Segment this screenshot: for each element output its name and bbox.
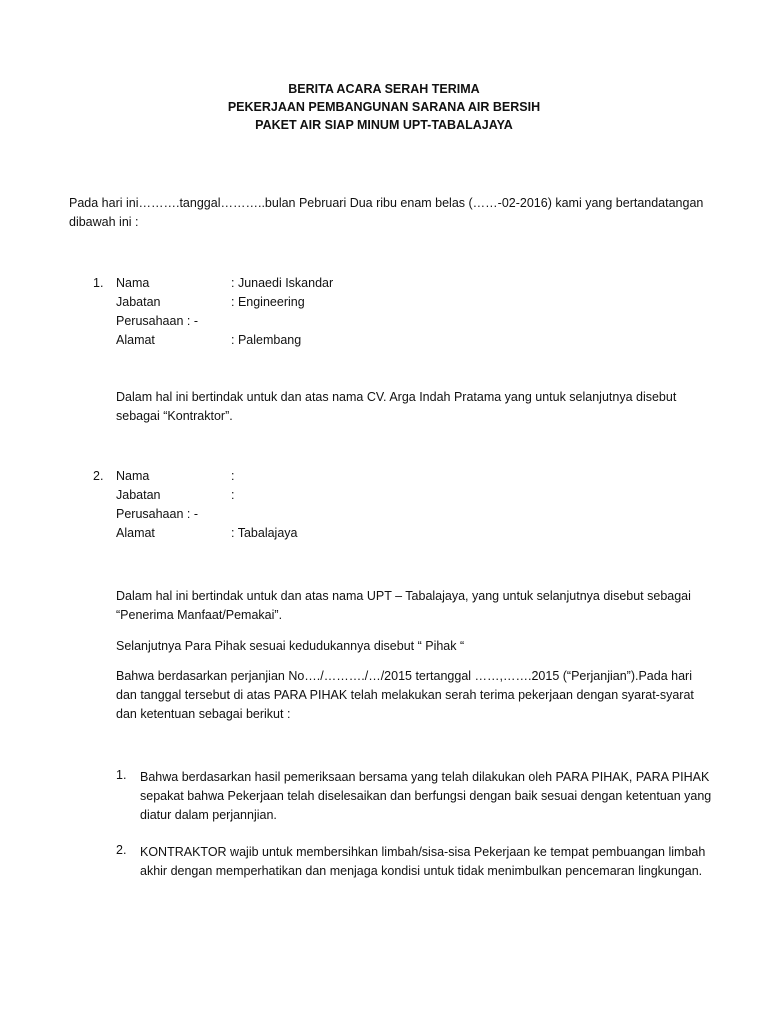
- party2-perusahaan-label: Perusahaan : -: [116, 507, 198, 521]
- party1-alamat-label: Alamat: [116, 333, 155, 347]
- term2-line-1: KONTRAKTOR wajib untuk membersihkan limbah/sisa-sisa Pekerjaan ke tempat pembuangan limbah: [140, 845, 706, 859]
- party2-name-label: Nama: [116, 469, 150, 483]
- party1-jabatan-label: Jabatan: [116, 295, 161, 309]
- party2-alamat-value: : Tabalajaya: [231, 526, 298, 540]
- term2-line-2: akhir dengan memperhatikan dan menjaga kondisi untuk tidak menimbulkan pencemaran lingkungan.: [140, 864, 703, 878]
- term1-line-2: sepakat bahwa Pekerjaan telah diselesaikan dan berfungsi dengan baik sesuai dengan ketentuan yang: [140, 789, 712, 803]
- party2-desc-line-1: Dalam hal ini bertindak untuk dan atas nama UPT – Tabalajaya, yang untuk selanjutnya disebut sebagai: [116, 589, 691, 603]
- title-line-3: PAKET AIR SIAP MINUM UPT-TABALAJAYA: [255, 118, 513, 132]
- party1-perusahaan-label: Perusahaan : -: [116, 314, 198, 328]
- intro-line-2: dibawah ini :: [69, 215, 139, 229]
- party2-desc-line-2: “Penerima Manfaat/Pemakai”.: [116, 608, 283, 622]
- party1-name-label: Nama: [116, 276, 150, 290]
- party1-alamat-value: : Palembang: [231, 333, 302, 347]
- party2-name-value: :: [231, 469, 235, 483]
- title-line-2: PEKERJAAN PEMBANGUNAN SARANA AIR BERSIH: [227, 100, 541, 114]
- party1-desc-line-1: Dalam hal ini bertindak untuk dan atas nama CV. Arga Indah Pratama yang untuk selanjutnya disebut: [116, 390, 677, 404]
- party1-name-value: : Junaedi Iskandar: [231, 276, 334, 290]
- agreement-line-2: dan tanggal tersebut di atas PARA PIHAK telah melakukan serah terima pekerjaan dengan syarat-syarat: [116, 688, 694, 702]
- party2-number: 2.: [93, 469, 104, 483]
- party2-jabatan-label: Jabatan: [116, 488, 161, 502]
- party1-jabatan-value: : Engineering: [231, 295, 305, 309]
- party1-desc-line-2: sebagai “Kontraktor”.: [116, 409, 233, 423]
- pihak-line: Selanjutnya Para Pihak sesuai kedudukannya disebut “ Pihak “: [116, 639, 465, 653]
- intro-line-1: Pada hari ini……….tanggal………..bulan Pebruari Dua ribu enam belas (……-02-2016) kami yang bertandatangan: [69, 196, 704, 210]
- term1-number: 1.: [116, 768, 127, 782]
- term1-line-3: diatur dalam perjannjian.: [140, 808, 277, 822]
- agreement-line-1: Bahwa berdasarkan perjanjian No…./………./…/2015 tertanggal ……,…….2015 (“Perjanjian”).Pada hari: [116, 669, 692, 683]
- title-line-1: BERITA ACARA SERAH TERIMA: [288, 82, 480, 96]
- agreement-line-3: dan ketentuan sebagai berikut :: [116, 707, 291, 721]
- party1-number: 1.: [93, 276, 104, 290]
- party2-jabatan-value: :: [231, 488, 235, 502]
- term2-number: 2.: [116, 843, 127, 857]
- term1-line-1: Bahwa berdasarkan hasil pemeriksaan bersama yang telah dilakukan oleh PARA PIHAK, PARA PIHAK: [140, 770, 710, 784]
- party2-alamat-label: Alamat: [116, 526, 155, 540]
